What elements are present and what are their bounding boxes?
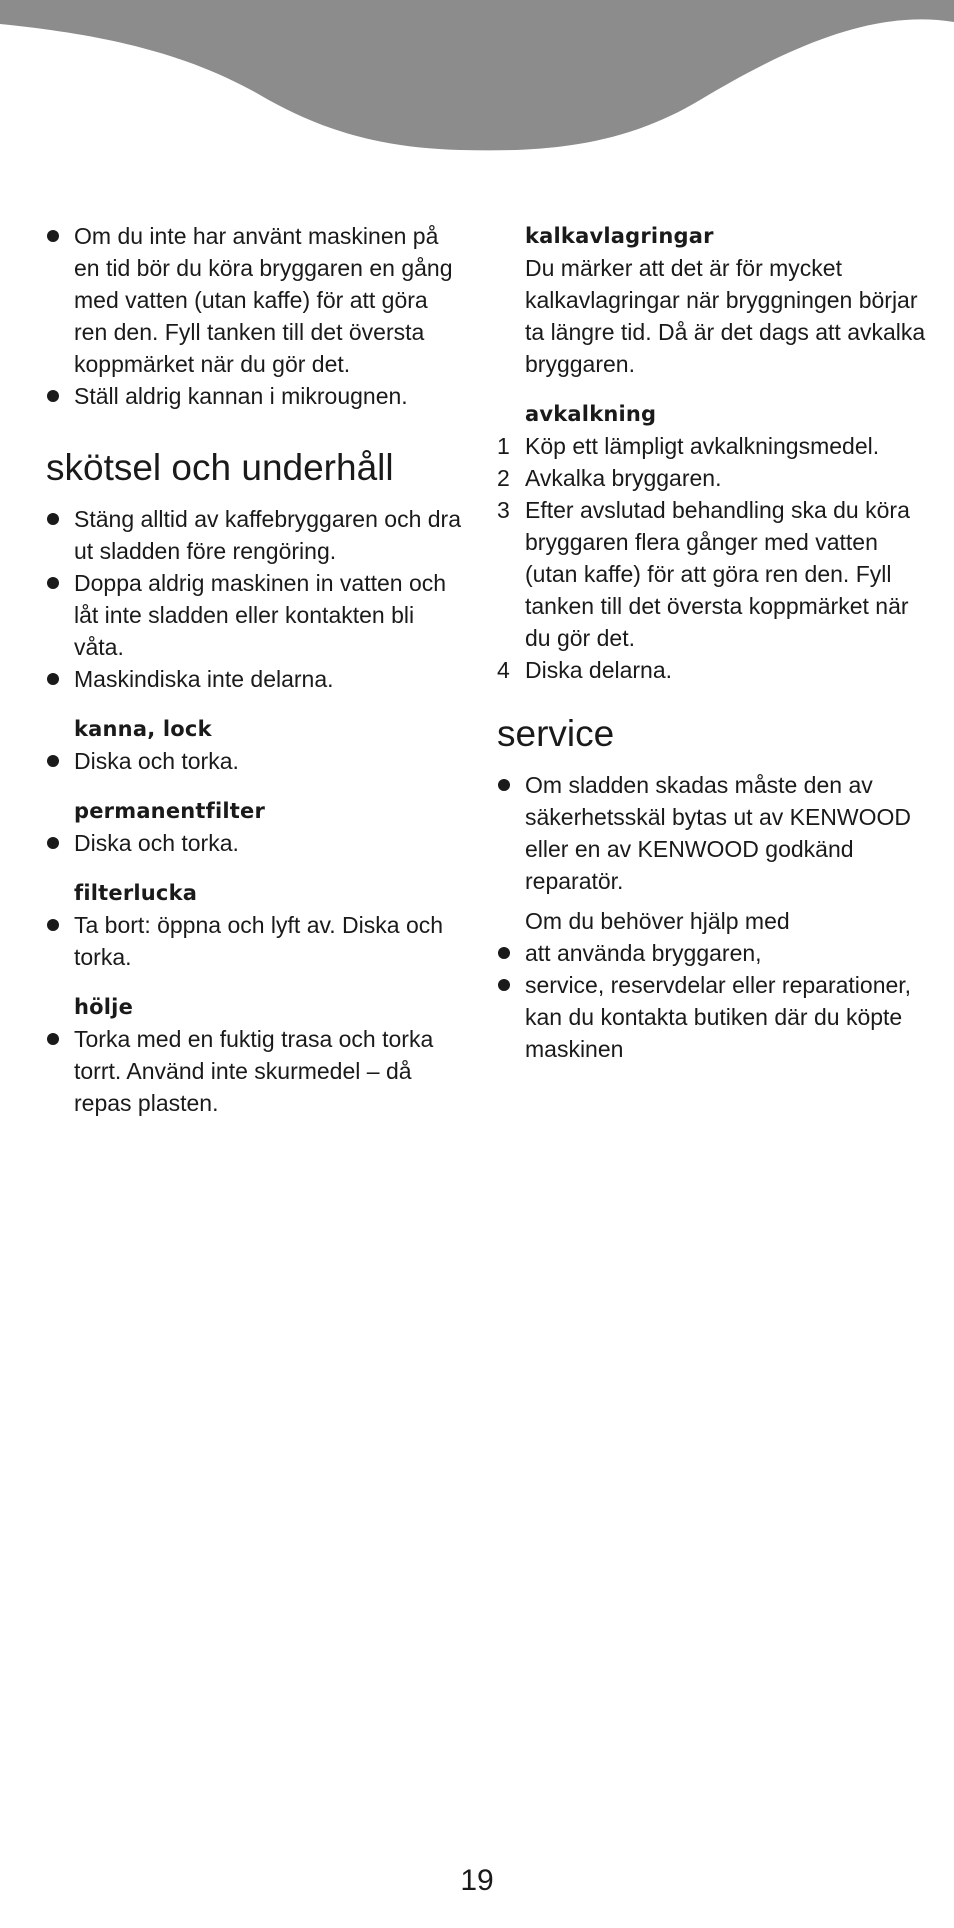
bullet-icon	[498, 947, 510, 959]
left-column	[46, 220, 466, 1119]
numbered-step	[497, 462, 927, 494]
subheading-kalkavlagringar: kalkavlagringar	[525, 224, 714, 248]
list-item	[46, 909, 466, 973]
page-number: 19	[460, 1864, 494, 1897]
list-item	[46, 1023, 466, 1119]
bullet-text: Doppa aldrig maskinen in vatten och låt inte sladden eller kontakten bli våta.	[74, 570, 447, 660]
bullet-text: Torka med en fuktig trasa och torka torrt. Använd inte skurmedel – då repas plasten.	[74, 1026, 434, 1116]
bullet-text: Stäng alltid av kaffebryggaren och dra ut sladden före rengöring.	[74, 506, 461, 564]
step-text: Efter avslutad behandling ska du köra bryggaren flera gånger med vatten (utan kaffe) för att göra ren den. Fyll tanken till det översta koppmärket när du gör det.	[525, 497, 910, 651]
subheading-holje: hölje	[74, 995, 134, 1019]
section-title-service: service	[497, 713, 615, 754]
list-item	[46, 663, 466, 695]
subheading-kanna-lock: kanna, lock	[74, 717, 212, 741]
step-text: Köp ett lämpligt avkalkningsmedel.	[525, 433, 880, 459]
bullet-icon	[498, 979, 510, 991]
subheading-filterlucka: filterlucka	[74, 881, 198, 905]
list-item	[46, 220, 466, 380]
bullet-text: Ställ aldrig kannan i mikrougnen.	[74, 383, 408, 409]
bullet-text: Diska och torka.	[74, 748, 239, 774]
list-item	[46, 827, 466, 859]
subheading-permanentfilter: permanentfilter	[74, 799, 266, 823]
right-column	[497, 220, 927, 1065]
bullet-text: Ta bort: öppna och lyft av. Diska och torka.	[74, 912, 444, 970]
bullet-icon	[47, 577, 59, 589]
step-number: 2	[497, 465, 510, 491]
bullet-icon	[498, 779, 510, 791]
help-intro: Om du behöver hjälp med	[525, 908, 790, 934]
numbered-step	[497, 654, 927, 686]
list-item	[497, 769, 927, 897]
list-item	[46, 745, 466, 777]
subheading-avkalkning: avkalkning	[525, 402, 657, 426]
step-text: Diska delarna.	[525, 657, 673, 683]
list-item	[46, 567, 466, 663]
bullet-icon	[47, 1033, 59, 1045]
step-text: Avkalka bryggaren.	[525, 465, 722, 491]
bullet-icon	[47, 230, 59, 242]
bullet-icon	[47, 837, 59, 849]
bullet-text: Maskindiska inte delarna.	[74, 666, 334, 692]
bullet-icon	[47, 513, 59, 525]
list-item	[46, 380, 466, 412]
numbered-step	[497, 430, 927, 462]
step-number: 3	[497, 497, 510, 523]
bullet-icon	[47, 390, 59, 402]
step-number: 4	[497, 657, 510, 683]
list-item	[497, 969, 927, 1065]
bullet-icon	[47, 755, 59, 767]
section-title-care: skötsel och underhåll	[46, 447, 394, 488]
scale-paragraph: Du märker att det är för mycket kalkavlagringar när bryggningen börjar ta längre tid. Då är det dags att avkalka bryggaren.	[525, 255, 926, 377]
numbered-step	[497, 494, 927, 654]
bullet-text: Diska och torka.	[74, 830, 239, 856]
bullet-text: service, reservdelar eller reparationer, kan du kontakta butiken där du köpte maskinen	[525, 972, 912, 1062]
bullet-text: Om sladden skadas måste den av säkerhetsskäl bytas ut av KENWOOD eller en av KENWOOD godkänd reparatör.	[525, 772, 912, 894]
bullet-text: Om du inte har använt maskinen på en tid bör du köra bryggaren en gång med vatten (utan kaffe) för att göra ren den. Fyll tanken till det översta koppmärket när du gör det.	[74, 223, 453, 377]
header-wave-decoration	[0, 0, 954, 160]
bullet-icon	[47, 919, 59, 931]
list-item	[46, 503, 466, 567]
list-item	[497, 937, 927, 969]
bullet-text: att använda bryggaren,	[525, 940, 762, 966]
bullet-icon	[47, 673, 59, 685]
step-number: 1	[497, 433, 510, 459]
